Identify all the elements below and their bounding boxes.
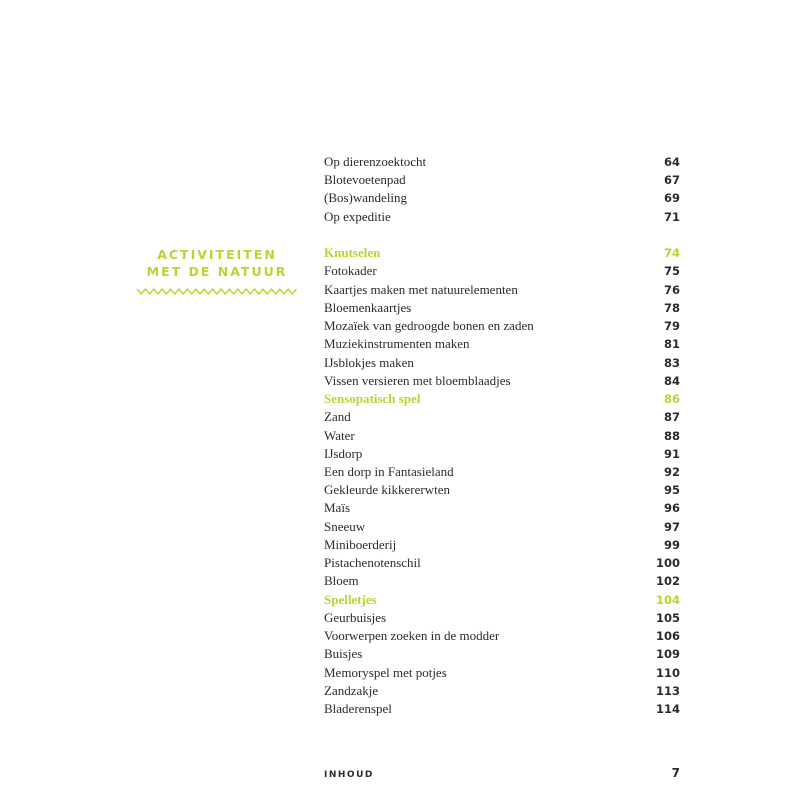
toc-entry-title: Kaartjes maken met natuurelementen <box>324 281 518 297</box>
toc-entry-page: 96 <box>663 501 680 516</box>
toc-entry-title: Bloem <box>324 573 359 589</box>
toc-entry-page: 113 <box>655 683 680 698</box>
toc-entry-title: Bladerenspel <box>324 701 392 717</box>
toc-entry <box>324 572 680 590</box>
zigzag-divider-icon <box>136 286 298 296</box>
toc-entry-page: 104 <box>655 592 680 607</box>
toc-entry-page: 78 <box>663 300 680 315</box>
toc-entry-title: Zandzakje <box>324 682 379 698</box>
toc-section-heading <box>324 244 680 262</box>
toc-entry <box>324 518 680 536</box>
toc-entry <box>324 499 680 517</box>
toc-entry-page: 86 <box>663 392 680 407</box>
toc-section-heading <box>324 591 680 609</box>
toc-entry-title: Buisjes <box>324 646 363 662</box>
toc-entry-page: 99 <box>663 537 680 552</box>
toc-entry-page: 92 <box>663 464 680 479</box>
toc-entry <box>324 700 680 718</box>
toc-entry-title: Sensopatisch spel <box>324 391 421 407</box>
toc-entry <box>324 354 680 372</box>
section-heading <box>136 246 298 296</box>
toc-entry-page: 76 <box>663 282 680 297</box>
toc-entry-page: 106 <box>655 629 680 644</box>
toc-entry-title: Maïs <box>324 500 350 516</box>
toc-entry-page: 84 <box>663 373 680 388</box>
toc-entry-page: 114 <box>655 702 680 717</box>
toc-entry <box>324 372 680 390</box>
toc-entry <box>324 609 680 627</box>
toc-entry <box>324 427 680 445</box>
toc-entry <box>324 481 680 499</box>
toc-entry-title: Geurbuisjes <box>324 609 387 625</box>
toc-entry-page: 83 <box>663 355 680 370</box>
toc-entry <box>324 645 680 663</box>
toc-entry-title: IJsdorp <box>324 445 363 461</box>
toc-entry-title: Blotevoetenpad <box>324 172 406 188</box>
toc-entry <box>324 208 680 226</box>
toc-entry-title: Sneeuw <box>324 518 366 534</box>
toc-entry-page: 102 <box>655 574 680 589</box>
toc-entry <box>324 445 680 463</box>
toc-entry-page: 110 <box>655 665 680 680</box>
toc-entry-page: 88 <box>663 428 680 443</box>
toc-entry <box>324 408 680 426</box>
toc-entry <box>324 554 680 572</box>
section-heading-line-1: ACTIVITEITEN <box>157 247 277 262</box>
toc-entry <box>324 463 680 481</box>
toc-entry <box>324 317 680 335</box>
toc-entry-page: 87 <box>663 410 680 425</box>
toc-entry-page: 64 <box>663 155 680 169</box>
toc-entry-page: 109 <box>655 647 680 662</box>
toc-entry-page: 97 <box>663 519 680 534</box>
section-heading-line-2: MET DE NATUUR <box>146 264 288 279</box>
toc-entry-page: 74 <box>663 246 680 261</box>
toc-entry-page: 100 <box>655 556 680 571</box>
toc-entry <box>324 189 680 207</box>
toc-entry-page: 75 <box>663 264 680 279</box>
toc-entry-title: Voorwerpen zoeken in de modder <box>324 628 500 644</box>
toc-entry-page: 69 <box>663 191 680 206</box>
toc-entry-title: Op expeditie <box>324 208 391 224</box>
toc-entry-page: 81 <box>663 337 680 352</box>
toc-section-heading <box>324 390 680 408</box>
toc-group-2 <box>324 244 680 718</box>
toc-entry <box>324 299 680 317</box>
toc-entry <box>324 627 680 645</box>
toc-entry-page: 105 <box>655 610 680 625</box>
toc-entry-title: Gekleurde kikkererwten <box>324 482 450 498</box>
toc-entry-title: Muziekinstrumenten maken <box>324 336 470 352</box>
toc-entry <box>324 262 680 280</box>
toc-entry <box>324 335 680 353</box>
toc-entry-page: 95 <box>663 483 680 498</box>
toc-entry-title: (Bos)wandeling <box>324 190 408 206</box>
toc-entry-title: Fotokader <box>324 263 377 279</box>
toc-entry-page: 91 <box>663 446 680 461</box>
toc-entry-title: Knutselen <box>324 245 381 261</box>
toc-entry <box>324 682 680 700</box>
toc-entry-page: 79 <box>663 319 680 334</box>
toc-entry-title: Pistachenotenschil <box>324 555 421 571</box>
toc-entry-title: Spelletjes <box>324 591 377 607</box>
toc-entry <box>324 536 680 554</box>
toc-entry <box>324 171 680 189</box>
toc-entry <box>324 281 680 299</box>
toc-entry <box>324 664 680 682</box>
table-of-contents <box>324 153 680 718</box>
toc-entry-title: Een dorp in Fantasieland <box>324 463 454 479</box>
page-footer <box>324 766 680 780</box>
toc-entry-title: Memoryspel met potjes <box>324 664 447 680</box>
toc-entry-title: Mozaïek van gedroogde bonen en zaden <box>324 318 534 334</box>
footer-label: INHOUD <box>324 770 374 780</box>
toc-spacer <box>324 226 680 244</box>
page-number: 7 <box>671 766 680 780</box>
toc-group-1 <box>324 153 680 226</box>
toc-entry-page: 71 <box>663 209 680 224</box>
toc-entry-title: Water <box>324 427 355 443</box>
toc-entry-title: Bloemenkaartjes <box>324 299 412 315</box>
toc-entry-title: IJsblokjes maken <box>324 354 414 370</box>
toc-entry <box>324 153 680 171</box>
toc-entry-title: Vissen versieren met bloemblaadjes <box>324 372 511 388</box>
toc-entry-title: Op dierenzoektocht <box>324 154 427 169</box>
toc-entry-title: Miniboerderij <box>324 536 397 552</box>
toc-entry-title: Zand <box>324 409 351 425</box>
toc-entry-page: 67 <box>663 173 680 188</box>
